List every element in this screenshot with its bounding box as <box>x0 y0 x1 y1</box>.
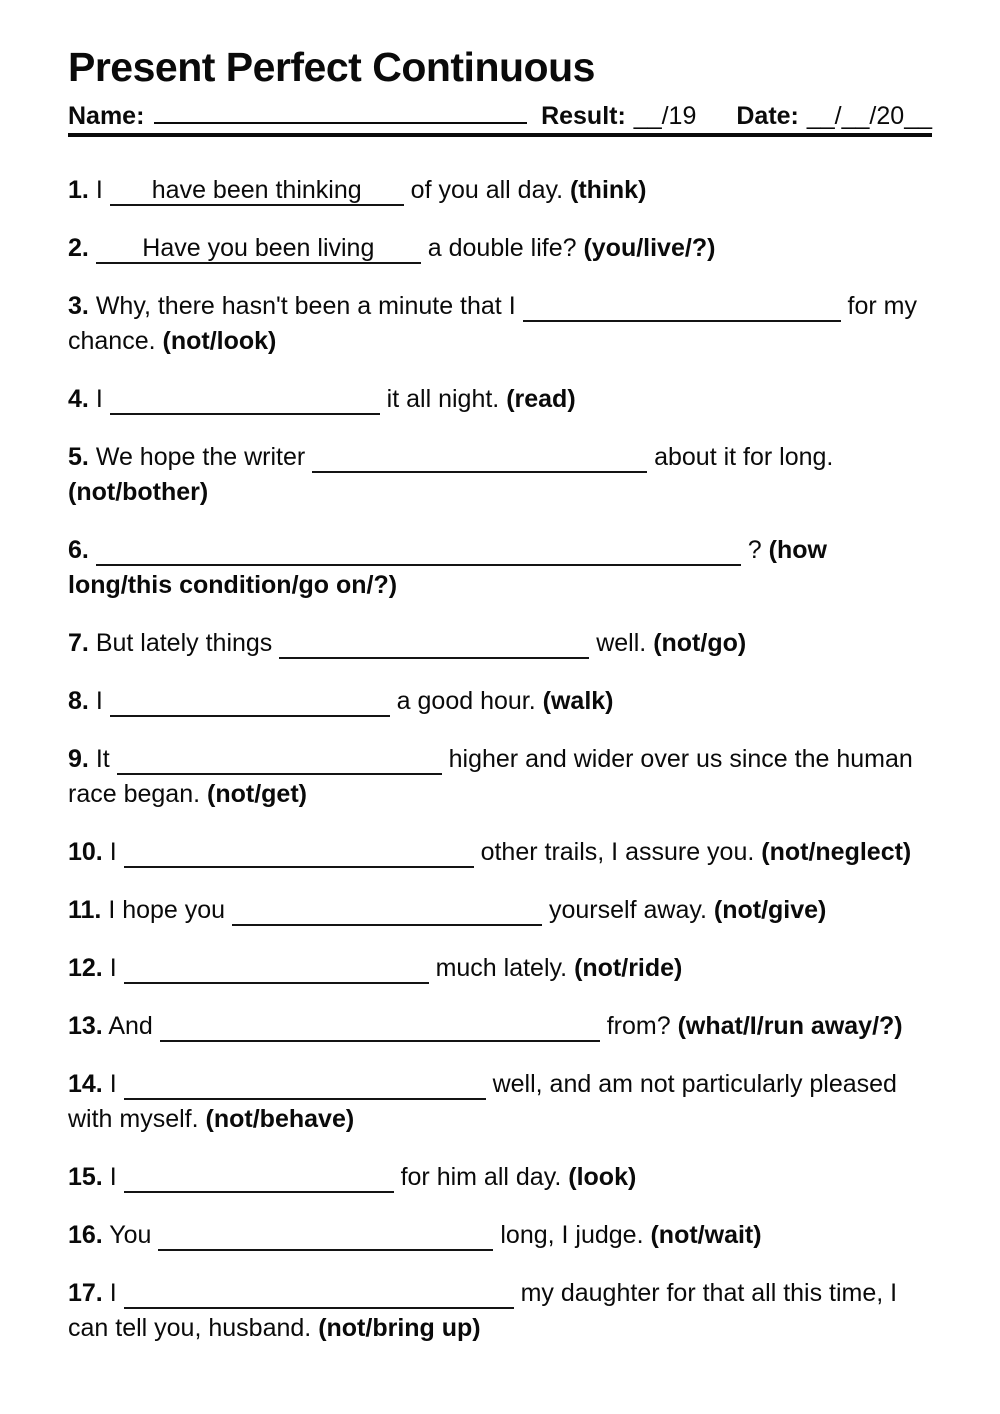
question <box>68 173 932 208</box>
question-number: 1. <box>68 176 89 204</box>
verb-hint: (not/get) <box>207 780 307 808</box>
answer-blank[interactable] <box>96 233 421 264</box>
question-number: 14. <box>68 1070 103 1098</box>
question <box>68 440 932 510</box>
answer-blank[interactable] <box>312 442 647 473</box>
question-post-text: of you all day. <box>410 176 564 204</box>
question <box>68 1067 932 1137</box>
question-post-text: well, and am not particularly pleased with myself. <box>68 1070 897 1133</box>
result-group <box>541 102 696 130</box>
question <box>68 289 932 359</box>
date-group <box>736 102 932 130</box>
question-number: 10. <box>68 838 103 866</box>
question-pre-text: I <box>109 1070 117 1098</box>
question-number: 2. <box>68 234 89 262</box>
answer-blank[interactable] <box>232 895 542 926</box>
name-input-line[interactable] <box>154 98 527 124</box>
question <box>68 684 932 719</box>
question-pre-text: You <box>109 1221 152 1249</box>
question-pre-text: I <box>95 176 103 204</box>
question-post-text: long, I judge. <box>500 1221 644 1249</box>
question <box>68 533 932 603</box>
verb-hint: (read) <box>506 385 576 413</box>
verb-hint: (look) <box>568 1163 637 1191</box>
question-pre-text: We hope the writer <box>95 443 306 471</box>
answer-blank[interactable] <box>124 1069 486 1100</box>
result-value: __/19 <box>633 102 697 130</box>
verb-hint: (not/go) <box>653 629 747 657</box>
answer-text: Have you been living <box>142 234 375 262</box>
question <box>68 1276 932 1346</box>
answer-blank[interactable] <box>124 953 429 984</box>
question-pre-text: Why, there hasn't been a minute that I <box>95 292 516 320</box>
answer-blank[interactable] <box>110 686 390 717</box>
verb-hint: (not/look) <box>162 327 277 355</box>
answer-blank[interactable] <box>160 1011 600 1042</box>
question <box>68 626 932 661</box>
question-number: 8. <box>68 687 89 715</box>
question-pre-text: I <box>95 687 103 715</box>
question-number: 4. <box>68 385 89 413</box>
question-post-text: other trails, I assure you. <box>480 838 755 866</box>
question-post-text: about it for long. <box>654 443 834 471</box>
question <box>68 835 932 870</box>
answer-text: have been thinking <box>151 176 362 204</box>
question-number: 6. <box>68 536 89 564</box>
answer-blank[interactable] <box>117 744 442 775</box>
verb-hint: (what/I/run away/?) <box>677 1012 903 1040</box>
question-number: 5. <box>68 443 89 471</box>
question-number: 12. <box>68 954 103 982</box>
question-number: 11. <box>68 896 102 924</box>
question <box>68 1218 932 1253</box>
answer-blank[interactable] <box>96 535 741 566</box>
question-pre-text: I <box>109 954 117 982</box>
question-post-text: for my chance. <box>68 292 917 355</box>
question-post-text: from? <box>606 1012 671 1040</box>
verb-hint: (not/ride) <box>574 954 683 982</box>
answer-blank[interactable] <box>279 628 589 659</box>
question-post-text: ? <box>747 536 762 564</box>
question-post-text: higher and wider over us since the human race began. <box>68 745 913 808</box>
header-meta-row <box>68 98 932 130</box>
answer-blank[interactable] <box>158 1220 493 1251</box>
question-pre-text: I hope you <box>108 896 226 924</box>
question-pre-text: I <box>109 838 117 866</box>
question-post-text: a good hour. <box>396 687 536 715</box>
question-pre-text: And <box>108 1012 153 1040</box>
question-number: 17. <box>68 1279 103 1307</box>
question <box>68 231 932 266</box>
question-number: 13. <box>68 1012 103 1040</box>
answer-blank[interactable] <box>124 1278 514 1309</box>
name-label: Name: <box>68 102 145 130</box>
question-number: 7. <box>68 629 89 657</box>
question-list <box>68 173 932 1346</box>
answer-blank[interactable] <box>124 1162 394 1193</box>
verb-hint: (not/wait) <box>650 1221 762 1249</box>
question-pre-text: I <box>95 385 103 413</box>
question-pre-text: It <box>95 745 110 773</box>
verb-hint: (not/behave) <box>205 1105 355 1133</box>
verb-hint: (not/neglect) <box>761 838 912 866</box>
verb-hint: (not/give) <box>713 896 827 924</box>
question <box>68 1160 932 1195</box>
answer-blank[interactable] <box>110 384 380 415</box>
verb-hint: (you/live/?) <box>583 234 716 262</box>
verb-hint: (how long/this condition/go on/?) <box>68 536 827 599</box>
question-pre-text: I <box>109 1163 117 1191</box>
question-post-text: for him all day. <box>400 1163 562 1191</box>
question-number: 15. <box>68 1163 103 1191</box>
question-number: 16. <box>68 1221 103 1249</box>
page-title: Present Perfect Continuous <box>68 44 595 90</box>
question-pre-text: But lately things <box>95 629 273 657</box>
question <box>68 1009 932 1044</box>
question-post-text: my daughter for that all this time, I can tell you, husband. <box>68 1279 898 1342</box>
verb-hint: (not/bring up) <box>318 1314 481 1342</box>
question <box>68 742 932 812</box>
question-post-text: much lately. <box>435 954 568 982</box>
result-label: Result: <box>541 102 626 130</box>
question-pre-text: I <box>109 1279 117 1307</box>
header-divider-rule <box>68 133 932 137</box>
answer-blank[interactable] <box>124 837 474 868</box>
question <box>68 382 932 417</box>
question-post-text: a double life? <box>427 234 577 262</box>
question-post-text: it all night. <box>386 385 500 413</box>
question-post-text: yourself away. <box>549 896 707 924</box>
answer-blank[interactable] <box>523 291 841 322</box>
verb-hint: (think) <box>570 176 647 204</box>
verb-hint: (walk) <box>542 687 614 715</box>
answer-blank[interactable] <box>110 175 404 206</box>
question-number: 3. <box>68 292 89 320</box>
question <box>68 951 932 986</box>
verb-hint: (not/bother) <box>68 478 209 506</box>
date-value: __/__/20__ <box>806 102 932 130</box>
date-label: Date: <box>736 102 799 130</box>
question <box>68 893 932 928</box>
question-number: 9. <box>68 745 89 773</box>
question-post-text: well. <box>596 629 647 657</box>
